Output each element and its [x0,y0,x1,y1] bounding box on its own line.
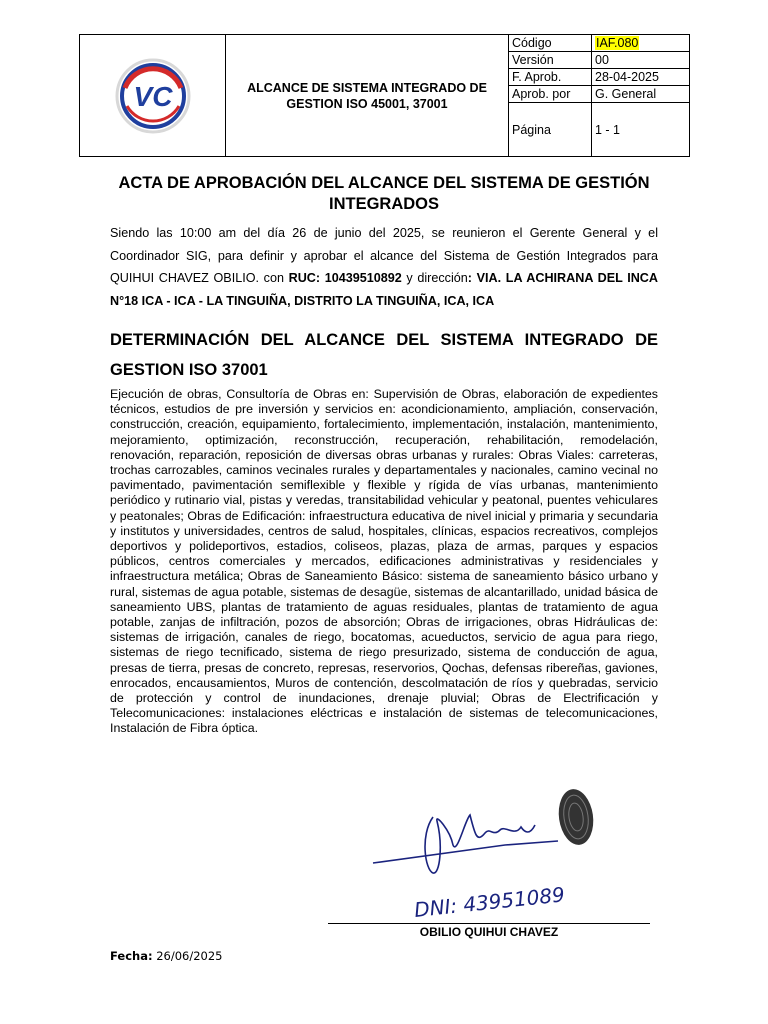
header-title: ALCANCE DE SISTEMA INTEGRADO DE GESTION ISO 45001, 37001 [226,35,509,156]
meta-key: Versión [509,52,592,68]
intro-text: Siendo las 10:00 am del día 26 de junio del 2025, se reunieron el Gerente General y el Coordinador SIG, para definir y aprobar el alcance del Sistema de Gestión Integrados para QUIHUI CHAVEZ OBILIO. con [110,226,658,285]
date-line [110,949,223,963]
company-logo [80,35,226,156]
meta-key: F. Aprob. [509,69,592,85]
handwritten-dni: DNI: 43951089 [413,882,566,922]
meta-key: Página [509,103,592,156]
document-title: ACTA DE APROBACIÓN DEL ALCANCE DEL SISTEMA DE GESTIÓN INTEGRADOS [118,174,650,213]
document-header [79,34,690,157]
meta-value-aprob-date: 28-04-2025 [595,70,659,84]
meta-value-codigo: IAF.080 [596,36,639,50]
meta-value-aprob-by: G. General [595,87,657,101]
meta-value-version: 00 [595,53,609,67]
signature-image [325,775,655,925]
meta-row-aprob-date [509,69,689,86]
intro-text-address-label: y dirección [401,271,468,285]
meta-row-codigo [509,35,689,52]
logo-text: VC [133,80,172,112]
address: : VIA. LA ACHIRANA DEL INCA N°18 ICA - ICA - LA TINGUIÑA, DISTRITO LA TINGUIÑA, ICA, ICA [110,271,658,308]
meta-row-version [509,52,689,69]
intro-paragraph [110,222,658,312]
date-value: 26/06/2025 [156,949,223,963]
ruc: RUC: 10439510892 [288,271,402,285]
signatory-name: OBILIO QUIHUI CHAVEZ [419,925,559,939]
meta-row-aprob-by [509,86,689,103]
header-meta-table [509,35,689,156]
vc-logo-icon [113,56,193,136]
signature-line [328,923,650,924]
date-label: Fecha: [110,949,153,963]
scope-body: Ejecución de obras, Consultoría de Obras en: Supervisión de Obras, elaboración de expedientes técnicos, estudios de pre inversión y servicios en: acondicionamiento, ampliación, conservación, construcción, creación, equipamiento, fortalecimiento, implementación, instalación, mantenimiento, mejoramiento, optimización, reconstrucción, recuperación, rehabilitación, remodelación, renovación, reparación, reposición de diversas obras urbanas y rurales: Obras Viales: carreteras, trochas carrozables, caminos vecinales rurales y departamentales y nacionales, camino vecinal no pavimentado, pavimentación semiflexible y flexible y rígida de vías urbanas, mantenimiento periódico y rutinario vial, pistas y veredas, transitabilidad vehicular y peatonal, puentes vehiculares y peatonales; Obras de Edificación: infraestructura educativa de nivel inicial y primaria y secundaria y institutos y universidades, centros de salud, hospitales, clínicas, espacios recreativos, complejos deportivos y polideportivos, estadios, coliseos, plazas, plaza de armas, parques y espacios públicos, centros comerciales y mercados, edificaciones administrativas y residenciales y infraestructura metálica; Obras de Saneamiento Básico: sistema de saneamiento básico urbano y rural, sistemas de agua potable, sistemas de desagüe, sistemas de alcantarillado, unidad básica de saneamiento UBS, plantas de tratamiento de aguas residuales, plantas de tratamiento de agua potable, zanjas de infiltración, pozos de absorción; Obras de irrigaciones, obras Hidráulicas de: sistemas de irrigación, canales de riego, bocatomas, acueductos, servicio de agua para riego, sistemas de riego tecnificado, sistema de riego presurizado, sistema de conducción de agua, presas de tierra, presas de concreto, represas, reservorios, Qochas, defensas ribereñas, gaviones, enrocados, encausamientos, Muros de contención, descolmatación de ríos y quebradas, servicio de protección y control de inundaciones, drenaje pluvial; Obras de Electrificación y Telecomunicaciones: instalaciones eléctricas e instalación de sistemas de telecomunicaciones, Instalación de Fibra óptica. [110,387,658,736]
meta-key: Aprob. por [509,86,592,102]
meta-key: Código [509,35,592,51]
section-heading: DETERMINACIÓN DEL ALCANCE DEL SISTEMA INTEGRADO DE GESTION ISO 37001 [110,331,658,379]
meta-row-pagina [509,103,689,156]
meta-value-pagina: 1 - 1 [595,122,621,137]
signature-stroke [373,815,558,873]
